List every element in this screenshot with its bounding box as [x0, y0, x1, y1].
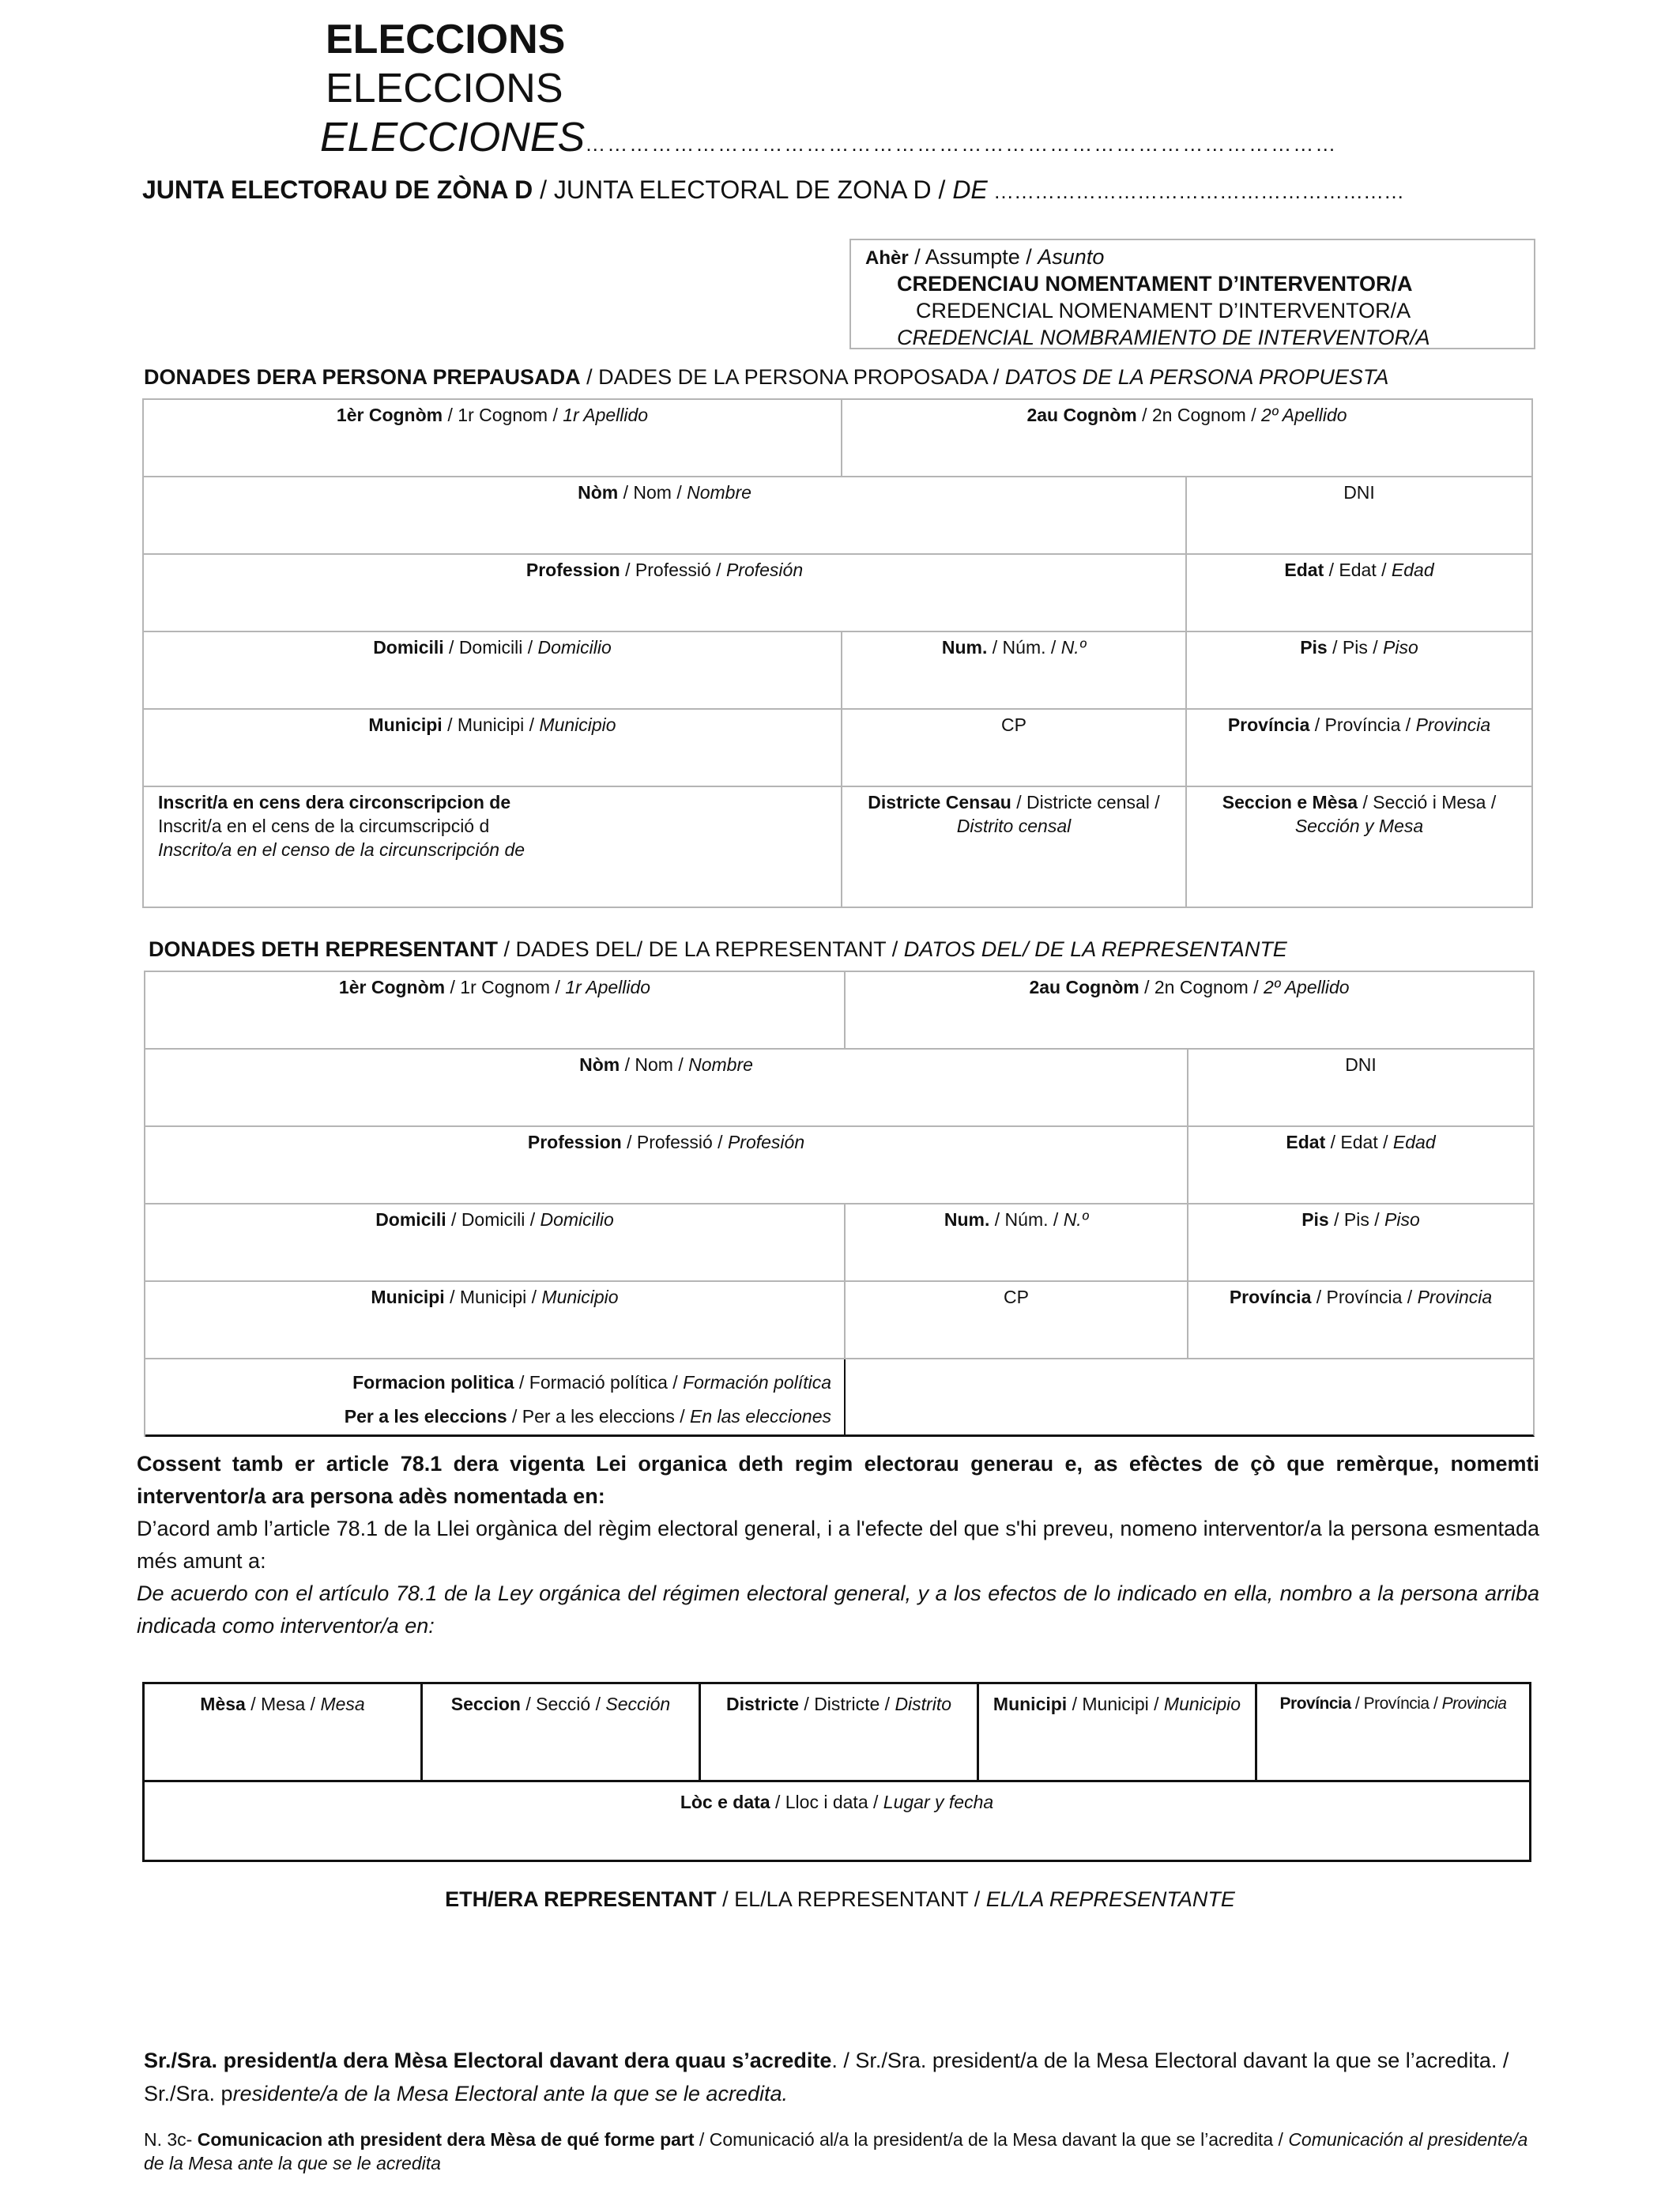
assignment-table: [142, 1682, 1531, 1862]
junta-es: DE: [952, 175, 988, 204]
rep-profession-label: Profession / Professió / Profesión: [527, 1132, 805, 1152]
person-dni-label: DNI: [1343, 482, 1375, 503]
subject-label-oc: Ahèr: [865, 247, 909, 269]
rep-age-label: Edat / Edat / Edad: [1286, 1132, 1436, 1152]
person-district-field[interactable]: [842, 787, 1187, 908]
person-name-label: Nòm / Nom / Nombre: [578, 482, 751, 503]
person-age-field[interactable]: [1187, 555, 1533, 632]
rep-postcode-field[interactable]: [846, 1282, 1188, 1359]
person-title-es: DATOS DE LA PERSONA PROPUESTA: [1004, 365, 1389, 389]
addressee-text: [144, 2044, 1543, 2110]
table-mesa-label: Mèsa / Mesa / Mesa: [200, 1694, 365, 1714]
person-district-label: Districte Censau / Districte censal /: [868, 792, 1160, 812]
person-dni-field[interactable]: [1187, 477, 1533, 555]
rep-name-field[interactable]: [145, 1050, 1188, 1127]
table-section-label: Seccion / Secció / Sección: [450, 1694, 671, 1714]
person-address-label: Domicili / Domicili / Domicilio: [373, 637, 612, 658]
addressee-oc: Sr./Sra. president/a dera Mèsa Electoral davant dera quau s’acredite: [144, 2049, 832, 2072]
rep-surname2-field[interactable]: [846, 972, 1535, 1050]
rep-section-title: [149, 937, 1287, 962]
rep-province-field[interactable]: [1188, 1282, 1535, 1359]
rep-party-labels: [145, 1359, 846, 1437]
person-surname1-field[interactable]: [144, 400, 842, 477]
person-census-field[interactable]: [144, 787, 842, 908]
person-district-label-es: Distrito censal: [956, 816, 1072, 836]
person-census-label-es: Inscrito/a en el censo de la circunscripción de: [158, 839, 525, 860]
rep-number-label: Num. / Núm. / N.º: [944, 1209, 1089, 1230]
subject-label-ca: Assumpte: [925, 245, 1020, 269]
election-title-oc: ELECCIONS: [326, 17, 566, 62]
person-province-label: Província / Província / Provincia: [1227, 714, 1491, 735]
person-name-field[interactable]: [144, 477, 1187, 555]
person-surname2-label: 2au Cognòm / 2n Cognom / 2º Apellido: [1026, 405, 1347, 425]
nomination-text-es: De acuerdo con el artículo 78.1 de la Ley orgánica del régimen electoral general, y a los efectos de lo indicado en ella, nombro a la persona arriba indicada como interventor/a en:: [137, 1581, 1539, 1638]
table-province-label: Província / Província / Provincia: [1279, 1695, 1507, 1713]
person-title-oc: DONADES DERA PERSONA PREPAUSADA: [144, 365, 581, 389]
subject-label: [865, 243, 1104, 272]
person-postcode-field[interactable]: [842, 710, 1187, 787]
rep-address-field[interactable]: [145, 1204, 846, 1282]
person-floor-field[interactable]: [1187, 632, 1533, 710]
person-address-field[interactable]: [144, 632, 842, 710]
table-district-label: Districte / Districte / Distrito: [725, 1694, 951, 1714]
rep-municipality-label: Municipi / Municipi / Municipio: [371, 1287, 619, 1307]
rep-title-es: DATOS DEL/ DE LA REPRESENTANTE: [903, 937, 1287, 961]
junta-name-field[interactable]: ……………………………………………………: [987, 179, 1404, 203]
nomination-text-oc: Cossent tamb er article 78.1 dera vigenta Lei organica deth regim electorau generau e, as efèctes de çò que remèrque, nomemti interventor/a ara persona adès nomentada en:: [137, 1452, 1539, 1508]
subject-oc: CREDENCIAU NOMENTAMENT D’INTERVENTOR/A: [897, 272, 1413, 296]
person-section-title: [144, 365, 1388, 390]
rep-dni-label: DNI: [1345, 1054, 1377, 1075]
addressee-ca: . / Sr./Sra. president/a de la Mesa Electoral davant la que se l’acredita. /: [831, 2049, 1509, 2072]
person-census-label-ca: Inscrit/a en el cens de la circumscripció d: [158, 816, 490, 836]
person-province-field[interactable]: [1187, 710, 1533, 787]
person-profession-label: Profession / Professió / Profesión: [525, 560, 804, 580]
junta-oc: JUNTA ELECTORAU DE ZÒNA D: [142, 175, 533, 204]
subject-es: CREDENCIAL NOMBRAMIENTO DE INTERVENTOR/A: [897, 326, 1430, 349]
table-place-date-label: Lòc e data / Lloc i data / Lugar y fecha: [680, 1792, 994, 1812]
person-floor-label: Pis / Pis / Piso: [1300, 637, 1418, 658]
rep-floor-label: Pis / Pis / Piso: [1301, 1209, 1420, 1230]
form-footer-note: N. 3c- Comunicacion ath president dera Mèsa de qué forme part / Comunicació al/a la president/a de la Mesa davant la que se l’acredita / Comunicación al presidente/a de la Mesa ante la que se le acredita: [144, 2129, 1528, 2173]
subject-ca: CREDENCIAL NOMENAMENT D’INTERVENTOR/A: [916, 299, 1411, 322]
person-municipality-field[interactable]: [144, 710, 842, 787]
addressee-es: residente/a de la Mesa Electoral ante la que se le acredita.: [232, 2082, 788, 2105]
person-title-ca: / DADES DE LA PERSONA PROPOSADA /: [580, 365, 1005, 389]
separator: /: [1019, 245, 1038, 269]
table-municipality-field[interactable]: [979, 1684, 1257, 1782]
nomination-text-ca: D’acord amb l’article 78.1 de la Llei orgànica del règim electoral general, i a l'efecte del que s'hi preveu, nomeno interventor/a la persona esmentada més amunt a:: [137, 1517, 1539, 1573]
table-place-date-field[interactable]: [145, 1782, 1529, 1860]
person-section-table-field[interactable]: [1187, 787, 1533, 908]
person-census-label-oc: Inscrit/a en cens dera circonscripcion de: [158, 792, 511, 812]
rep-profession-field[interactable]: [145, 1127, 1188, 1204]
rep-party-label: Formacion politica / Formació política / Formación política: [352, 1372, 831, 1393]
rep-title-ca: / DADES DEL/ DE LA REPRESENTANT /: [498, 937, 904, 961]
signature-label: ETH/ERA REPRESENTANT / EL/LA REPRESENTANT / EL/LA REPRESENTANTE: [445, 1887, 1235, 1911]
rep-age-field[interactable]: [1188, 1127, 1535, 1204]
subject-label-es: Asunto: [1038, 245, 1105, 269]
table-section-field[interactable]: [423, 1684, 701, 1782]
table-mesa-field[interactable]: [145, 1684, 423, 1782]
election-title-es-line: [320, 114, 1337, 168]
rep-surname1-label: 1èr Cognòm / 1r Cognom / 1r Apellido: [338, 977, 651, 997]
person-number-label: Num. / Núm. / N.º: [941, 637, 1087, 658]
separator: /: [908, 245, 925, 269]
rep-party-field[interactable]: [846, 1359, 1535, 1437]
person-postcode-label: CP: [1001, 714, 1026, 735]
person-data-form: [142, 398, 1533, 908]
rep-data-form: [144, 971, 1535, 1437]
rep-floor-field[interactable]: [1188, 1204, 1535, 1282]
junta-electoral-line: [142, 175, 1404, 205]
person-surname2-field[interactable]: [842, 400, 1533, 477]
rep-postcode-label: CP: [1004, 1287, 1029, 1307]
rep-municipality-field[interactable]: [145, 1282, 846, 1359]
person-profession-field[interactable]: [144, 555, 1187, 632]
subject-box: [849, 239, 1535, 349]
separator: /: [533, 175, 554, 204]
rep-title-oc: DONADES DETH REPRESENTANT: [149, 937, 499, 961]
rep-elections-label: Per a les eleccions / Per a les eleccions / En las elecciones: [344, 1406, 831, 1427]
addressee-es-prefix: Sr./Sra. p: [144, 2082, 233, 2105]
rep-surname2-label: 2au Cognòm / 2n Cognom / 2º Apellido: [1029, 977, 1350, 997]
table-municipality-label: Municipi / Municipi / Municipio: [993, 1694, 1241, 1714]
rep-number-field[interactable]: [846, 1204, 1188, 1282]
election-title-ca: ELECCIONS: [326, 66, 563, 111]
rep-surname1-field[interactable]: [145, 972, 846, 1050]
election-name-field[interactable]: …………………………………………………………………………………………: [585, 132, 1338, 156]
rep-address-label: Domicili / Domicili / Domicilio: [375, 1209, 614, 1230]
separator: /: [931, 175, 953, 204]
rep-name-label: Nòm / Nom / Nombre: [579, 1054, 753, 1075]
person-section-table-label-es: Sección y Mesa: [1294, 816, 1424, 836]
person-municipality-label: Municipi / Municipi / Municipio: [368, 714, 616, 735]
junta-ca: JUNTA ELECTORAL DE ZONA D: [553, 175, 932, 204]
person-surname1-label: 1èr Cognòm / 1r Cognom / 1r Apellido: [336, 405, 649, 425]
rep-dni-field[interactable]: [1188, 1050, 1535, 1127]
person-number-field[interactable]: [842, 632, 1187, 710]
table-province-field[interactable]: [1257, 1684, 1529, 1782]
table-district-field[interactable]: [701, 1684, 979, 1782]
person-age-label: Edat / Edat / Edad: [1284, 560, 1434, 580]
person-section-table-label: Seccion e Mèsa / Secció i Mesa /: [1222, 792, 1497, 812]
rep-province-label: Província / Província / Provincia: [1229, 1287, 1493, 1307]
election-title-es: ELECCIONES: [320, 115, 586, 160]
